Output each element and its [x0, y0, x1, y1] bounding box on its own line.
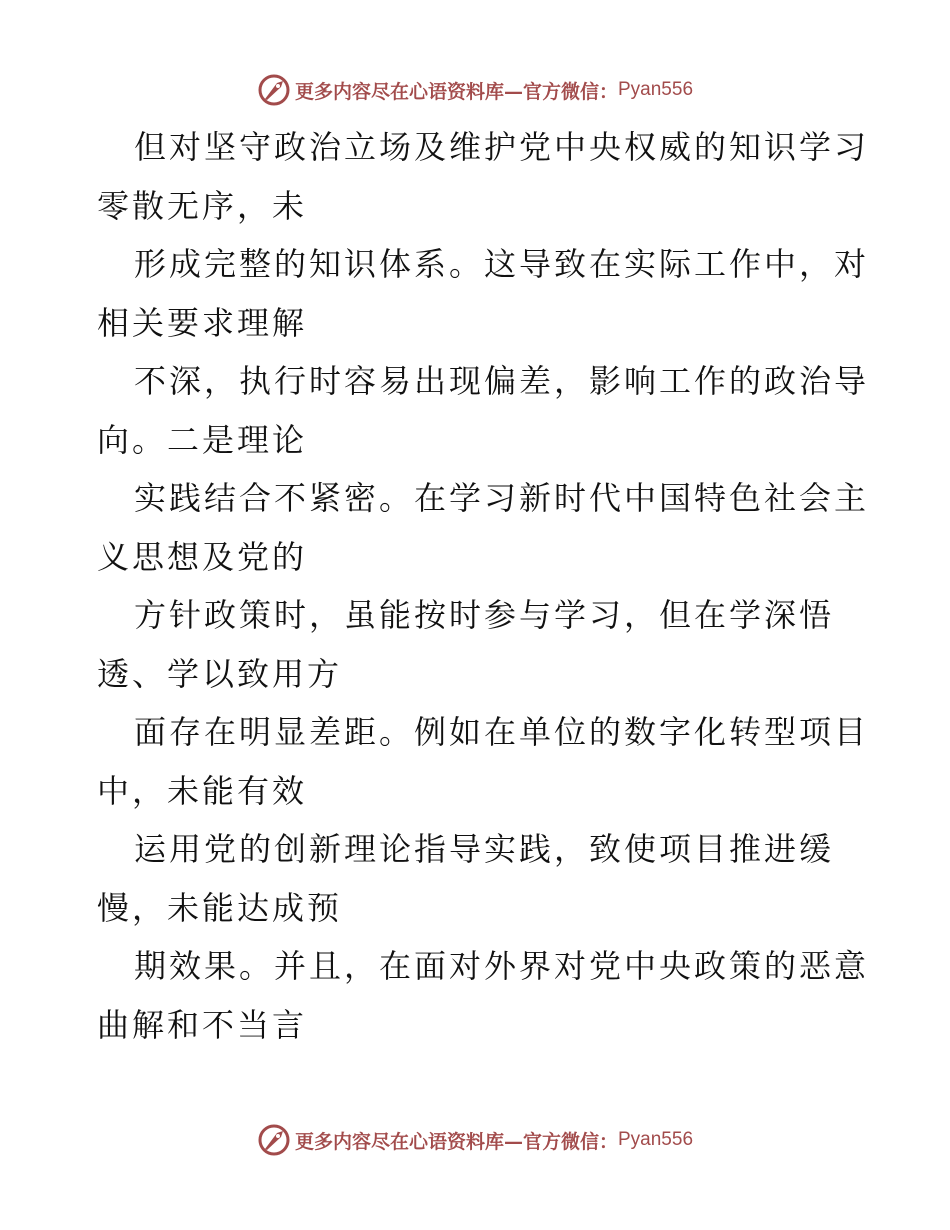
text-line: 方针政策时，虽能按时参与学习，但在学深悟: [134, 596, 835, 634]
header-banner: [0, 68, 950, 112]
footer-banner: [0, 1118, 950, 1162]
text-line: 慢，未能达成预: [97, 888, 343, 927]
header-banner-handle: Pyan556: [618, 79, 694, 100]
text-line: 零散无序，未: [97, 186, 308, 225]
text-line: 但对坚守政治立场及维护党中央权威的知识学习: [134, 128, 870, 166]
header-banner-text: 更多内容尽在心语资料库—官方微信：: [294, 80, 618, 103]
text-line: 运用党的创新理论指导实践，致使项目推进缓: [134, 830, 835, 868]
text-line: 中，未能有效: [97, 771, 308, 810]
text-line: 不深，执行时容易出现偏差，影响工作的政治导: [134, 362, 870, 400]
footer-banner-text: 更多内容尽在心语资料库—官方微信：: [294, 1130, 618, 1153]
text-line: 向。二是理论: [97, 420, 308, 459]
text-line: 相关要求理解: [97, 303, 308, 342]
document-body: [97, 118, 870, 1054]
text-line: 形成完整的知识体系。这导致在实际工作中，对: [134, 245, 870, 283]
text-line: 实践结合不紧密。在学习新时代中国特色社会主: [134, 479, 870, 517]
pen-nib-logo-icon: [257, 73, 291, 107]
text-line: 期效果。并且，在面对外界对党中央政策的恶意: [134, 947, 870, 985]
text-line: 义思想及党的: [97, 537, 308, 576]
text-line: 曲解和不当言: [97, 1005, 308, 1044]
text-line: 面存在明显差距。例如在单位的数字化转型项目: [134, 713, 870, 751]
pen-nib-logo-icon: [257, 1123, 291, 1157]
footer-banner-handle: Pyan556: [618, 1129, 694, 1150]
text-line: 透、学以致用方: [97, 654, 343, 693]
